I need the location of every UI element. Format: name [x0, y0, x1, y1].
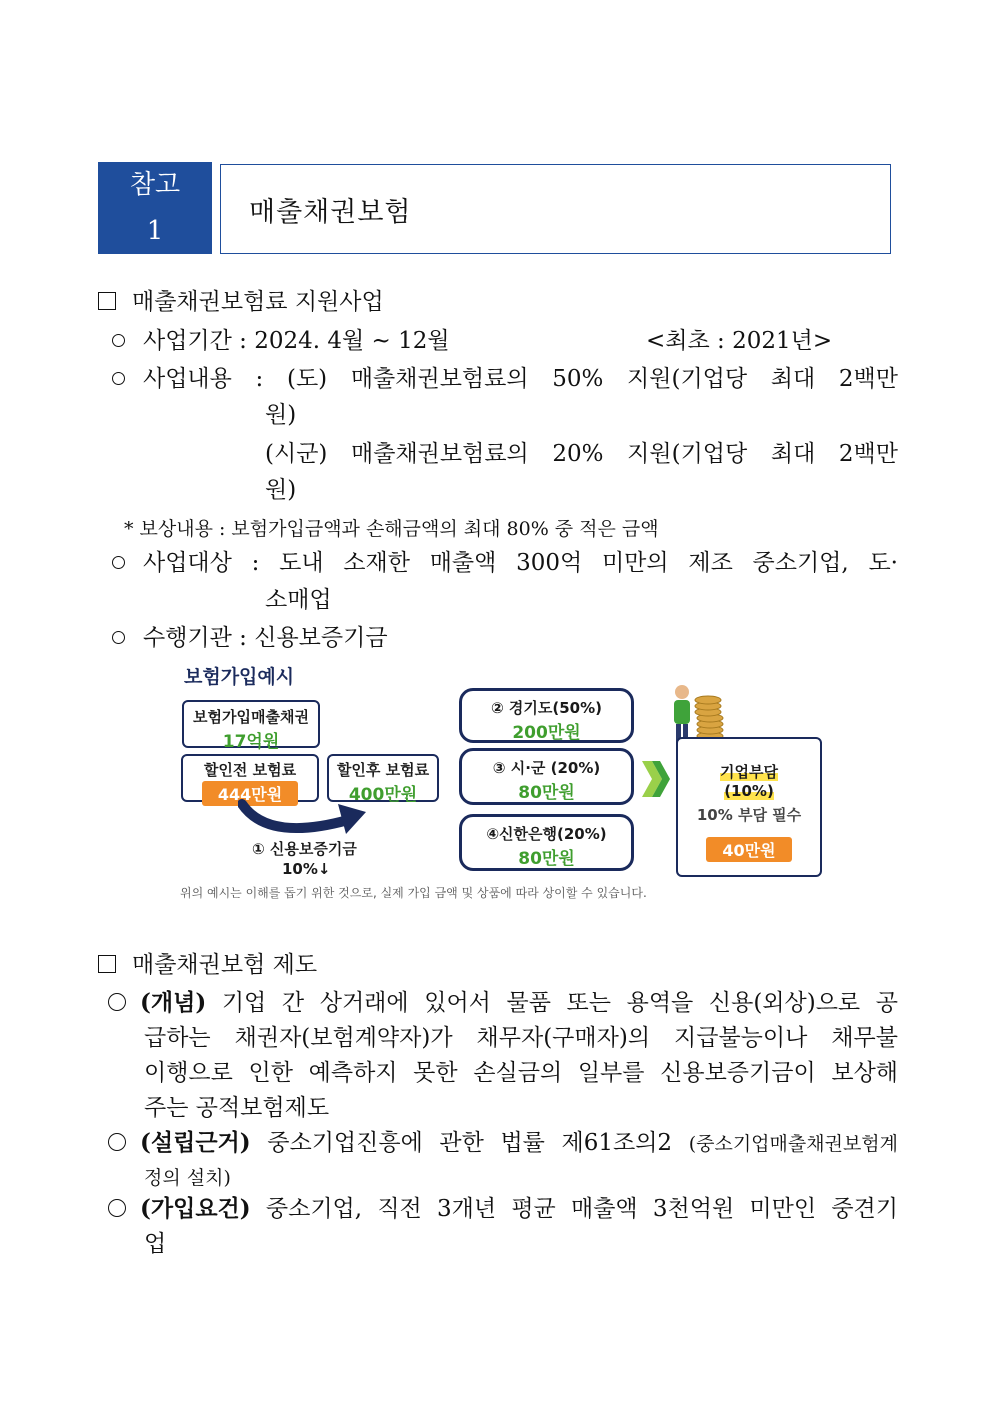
burden-title: 기업부담 — [720, 763, 778, 781]
page-title: 매출채권보험 — [249, 196, 412, 228]
burden-value: 40만원 — [706, 837, 791, 862]
company-burden-box — [676, 737, 822, 877]
concept-line-2: 급하는 채권자(보험계약자)가 채무자(구매자)의 지급불능이나 채무불 — [144, 1025, 898, 1051]
premium-after-value: 400만원 — [348, 785, 418, 805]
checkbox-square-icon — [98, 955, 116, 973]
agency-line: 수행기관 : 신용보증기금 — [112, 621, 388, 655]
badge-label: 참고 — [129, 170, 181, 200]
content-line-1-wrap: 원) — [265, 402, 297, 428]
bullet-circle-icon — [108, 1199, 126, 1217]
premium-before-box — [181, 754, 319, 802]
burden-note: 10% 부담 필수 — [696, 806, 802, 824]
bullet-circle-icon — [108, 993, 126, 1011]
gyeonggi-box — [459, 688, 634, 743]
bullet-circle-icon — [112, 556, 125, 569]
premium-before-label: 할인전 보험료 — [203, 761, 297, 779]
content-line-1: 사업내용 : (도) 매출채권보험료의 50% 지원(기업당 최대 2백만 — [112, 362, 898, 396]
section1-heading: 매출채권보험료 지원사업 — [98, 285, 384, 319]
target-line: 사업대상 : 도내 소재한 매출액 300억 미만의 제조 중소기업, 도· — [112, 546, 898, 580]
gyeonggi-value: 200만원 — [512, 723, 581, 743]
sigun-box — [459, 748, 634, 805]
concept-line-3: 이행으로 인한 예측하지 못한 손실금의 일부를 신용보증기금이 보상해 — [144, 1060, 898, 1086]
receivable-box — [182, 700, 320, 752]
period-line: 사업기간 : 2024. 4월 ~ 12월 — [112, 324, 450, 358]
compensation-note: * 보상내용 : 보험가입금액과 손해금액의 최대 80% 중 적은 금액 — [124, 518, 659, 540]
concept-line-4: 주는 공적보험제도 — [144, 1095, 330, 1121]
bullet-circle-icon — [108, 1133, 126, 1151]
infographic-title: 보험가입예시 — [184, 666, 295, 688]
target-line-wrap: 소매업 — [265, 587, 332, 613]
shinhan-box — [459, 814, 634, 871]
section2-heading: 매출채권보험 제도 — [98, 948, 317, 982]
basis-line: (설립근거) 중소기업진흥에 관한 법률 제61조의2 (중소기업매출채권보험계 — [108, 1126, 898, 1161]
basis-line-wrap: 정의 설치) — [144, 1167, 231, 1189]
sigun-label: ③ 시·군 (20%) — [492, 759, 601, 777]
sigun-value: 80만원 — [518, 783, 575, 803]
shinhan-value: 80만원 — [518, 849, 575, 869]
content-line-2: (시군) 매출채권보험료의 20% 지원(기업당 최대 2백만 — [265, 441, 898, 467]
bullet-circle-icon — [112, 631, 125, 644]
page-title-box — [220, 164, 891, 254]
discount-value: 10%↓ — [282, 860, 331, 878]
shinhan-label: ④신한은행(20%) — [486, 825, 607, 843]
insurance-example-infographic — [170, 656, 840, 906]
burden-percent: (10%) — [724, 782, 774, 800]
badge-number: 1 — [146, 216, 164, 246]
infographic-disclaimer: 위의 예시는 이해를 돕기 위한 것으로, 실제 가입 금액 및 상품에 따라 상이할 수 있습니다. — [180, 886, 647, 900]
bullet-circle-icon — [112, 334, 125, 347]
requirement-line: (가입요건) 중소기업, 직전 3개년 평균 매출액 3천억원 미만인 중견기 — [108, 1192, 898, 1226]
period-note: <최초 : 2021년> — [646, 328, 833, 354]
requirement-line-wrap: 업 — [144, 1231, 167, 1257]
reference-badge — [98, 162, 212, 254]
premium-after-box — [327, 754, 439, 805]
bullet-circle-icon — [112, 372, 125, 385]
concept-line-1: (개념) 기업 간 상거래에 있어서 물품 또는 용역을 신용(외상)으로 공 — [108, 986, 898, 1020]
discount-label: ① 신용보증기금 — [252, 840, 357, 858]
checkbox-square-icon — [98, 292, 116, 310]
premium-after-label: 할인후 보험료 — [336, 761, 430, 779]
gyeonggi-label: ② 경기도(50%) — [490, 699, 602, 717]
premium-before-value: 444만원 — [202, 781, 298, 806]
content-line-2-wrap: 원) — [265, 477, 297, 503]
receivable-label: 보험가입매출채권 — [193, 708, 309, 726]
receivable-value: 17억원 — [222, 732, 280, 752]
chevron-right-icon — [640, 759, 674, 799]
